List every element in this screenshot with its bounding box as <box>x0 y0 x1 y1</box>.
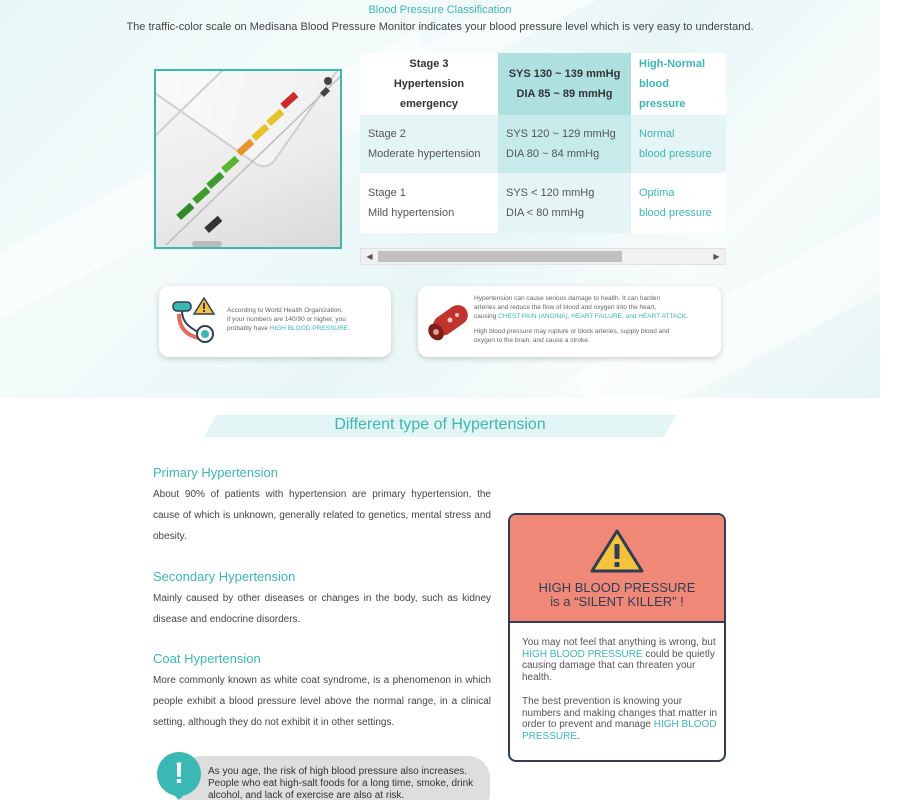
category-label: Optima <box>639 187 675 199</box>
stage-label: Stage 2 <box>368 128 406 140</box>
alert-text: could be quietly causing damage that can threaten your health. <box>522 648 715 683</box>
age-risk-tip-text: As you age, the risk of high blood pressure also increases. People who eat high-salt foods for a long time, smoke, drink alcohol, and lack of exercise are also at risk. <box>208 766 474 800</box>
table-row <box>360 115 726 173</box>
stage-desc: Mild hypertension <box>368 207 455 219</box>
category-sub: blood pressure <box>639 207 712 219</box>
category-label: Normal <box>639 128 675 140</box>
highlight-text: HIGH BLOOD PRESSURE <box>269 325 349 332</box>
stage-label: Stage 1 <box>368 187 406 199</box>
highlight-text: CHEST PAIN (ANGINA), HEART FAILURE, and HEART ATTACK <box>498 313 687 320</box>
classification-intro: The traffic-color scale on Medisana Blood Pressure Monitor indicates your blood pressure level which is very easy to understand. <box>126 21 754 33</box>
alert-paragraph <box>522 637 720 683</box>
exclamation-icon: ! <box>157 752 201 796</box>
sys-value: SYS 120 ~ 129 mmHg <box>506 128 616 140</box>
card-text: . <box>348 325 350 332</box>
coat-hypertension-heading: Coat Hypertension <box>153 651 261 666</box>
card-text-line: if your numbers are 140/90 or higher, you <box>227 316 346 323</box>
card-text-line <box>227 324 350 333</box>
coat-hypertension-text: More commonly known as white coat syndrome, is a phenomenon in which people exhibit a blood pressure level above the normal range, in a clinical setting, although they do not exhibit it in other settings. <box>153 675 491 728</box>
artery-icon <box>426 300 470 344</box>
dia-value: DIA < 80 mmHg <box>506 207 584 219</box>
alert-title <box>510 581 724 609</box>
alert-text: The best prevention is knowing your numbers and making changes that matter in order to prevent and manage <box>522 696 718 730</box>
stage-label: Stage 3 <box>409 58 449 70</box>
hypertension-types-title: Different type of Hypertension <box>334 416 546 433</box>
blood-pressure-warning-icon <box>171 296 221 346</box>
scrollbar-thumb[interactable] <box>378 251 622 262</box>
table-row <box>360 53 726 115</box>
monitor-led-scale-image <box>154 69 342 249</box>
stage-desc: Moderate hypertension <box>368 148 481 160</box>
scroll-right-arrow-icon[interactable]: ▶ <box>713 252 720 261</box>
card-text-line: arteries and reduce the flow of blood and oxygen into the heart, <box>474 304 657 311</box>
primary-hypertension-text: About 90% of patients with hypertension are primary hypertension, the cause of which is unknown, generally related to genetics, mental stress and obesity. <box>153 489 491 542</box>
secondary-hypertension-heading: Secondary Hypertension <box>153 569 296 584</box>
scroll-left-arrow-icon[interactable]: ◀ <box>366 252 373 261</box>
table-horizontal-scrollbar[interactable] <box>360 248 726 265</box>
silent-killer-alert-box <box>508 513 726 762</box>
alert-title-line: HIGH BLOOD PRESSURE <box>538 580 696 595</box>
highlight-text: HIGH BLOOD PRESSURE <box>522 648 643 660</box>
alert-paragraph <box>522 696 720 742</box>
card-text-line: According to World Health Organization, <box>227 307 343 314</box>
who-info-card <box>159 286 391 357</box>
card-text-line: Hypertension can cause serious damage to health. It can harden <box>474 295 661 302</box>
warning-triangle-icon <box>589 527 645 575</box>
secondary-hypertension-text: Mainly caused by other diseases or changes in the body, such as kidney disease and endocrine disorders. <box>153 593 491 625</box>
dia-value: DIA 85 ~ 89 mmHg <box>516 88 613 100</box>
category-label: High-Normal <box>639 58 705 70</box>
alert-text: You may not feel that anything is wrong, but <box>522 637 716 648</box>
classification-heading: Blood Pressure Classification <box>368 4 512 16</box>
table-row <box>360 173 726 233</box>
alert-text: . <box>577 730 580 742</box>
stage-desc: Hypertension emergency <box>393 78 465 110</box>
alert-header <box>510 515 724 623</box>
card-text-line <box>474 312 688 321</box>
card-text-line: oxygen to the brain, and cause a stroke. <box>474 337 590 344</box>
alert-title-line: is a “SILENT KILLER” ! <box>550 594 684 609</box>
card-text-line: High blood pressure may rupture or block arteries, supply blood and <box>474 328 670 335</box>
primary-hypertension-heading: Primary Hypertension <box>153 465 278 480</box>
hypertension-damage-card <box>418 286 721 357</box>
monitor-led-scale <box>156 71 342 249</box>
bp-classification-table <box>360 53 726 233</box>
card-text: . <box>686 313 688 320</box>
sys-value: SYS < 120 mmHg <box>506 187 595 199</box>
sys-value: SYS 130 ~ 139 mmHg <box>508 68 621 80</box>
category-sub: blood pressure <box>639 148 712 160</box>
highlight-text: HIGH BLOOD PRESSURE <box>522 719 717 742</box>
card-text: causing <box>474 313 499 320</box>
dia-value: DIA 80 ~ 84 mmHg <box>506 148 600 160</box>
card-text: probably have <box>227 325 270 332</box>
category-sub: blood pressure <box>639 78 686 110</box>
